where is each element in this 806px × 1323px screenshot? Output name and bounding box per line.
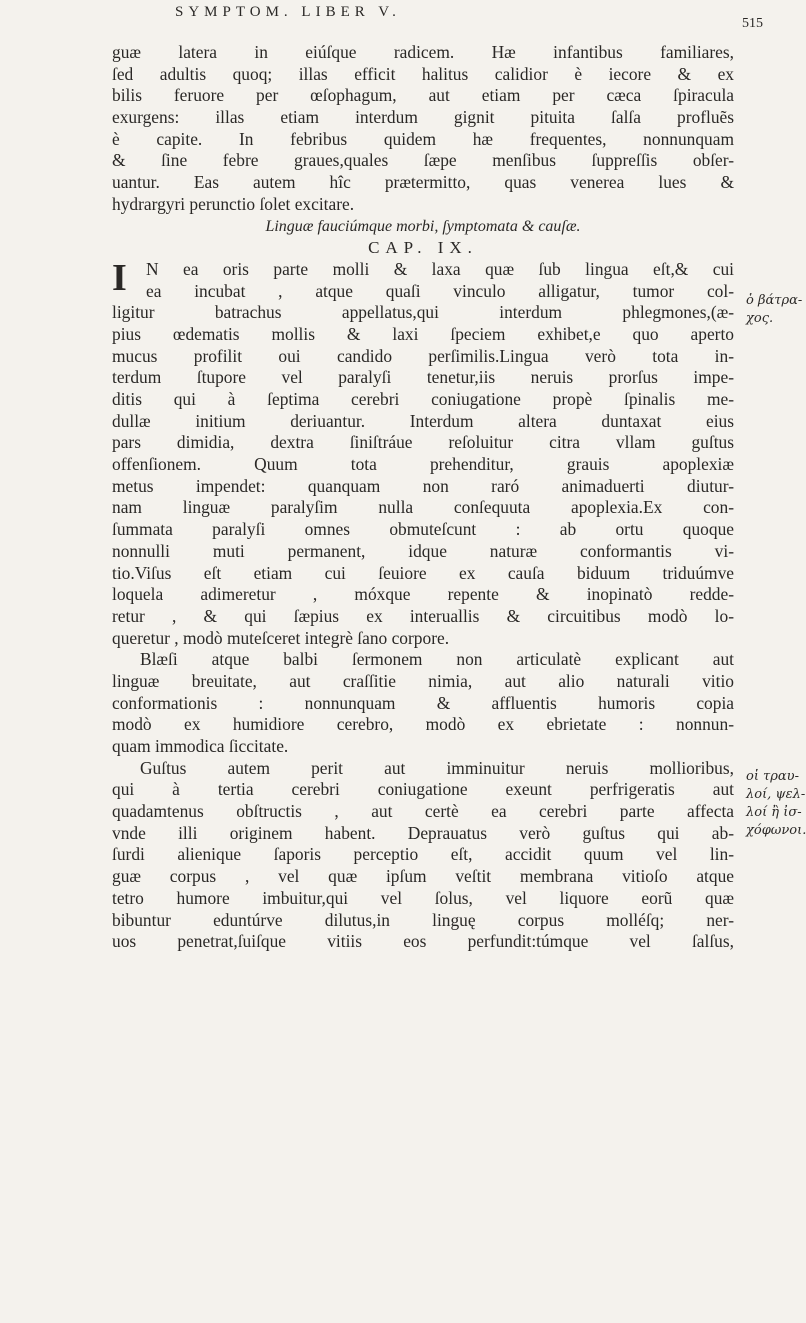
text-line: qui à tertia cerebri coniugatione exeunt perfrigeratis aut bbox=[112, 779, 734, 800]
text-line: queretur , modò muteſceret integrè ſano corpore. bbox=[112, 627, 450, 648]
text-line: Blæſi atque balbi ſermonem non articulatè explicant aut bbox=[140, 649, 734, 670]
text-line: & ſine febre graues,quales ſæpe menſibus ſuppreſſis obſer- bbox=[112, 150, 734, 171]
text-line: pars dimidia, dextra ſiniſtráue reſoluitur citra vllam guſtus bbox=[112, 432, 734, 453]
text-line: uos penetrat,ſuiſque vitiis eos perfundit:túmque vel ſalſus, bbox=[112, 931, 734, 952]
chapter-paragraph bbox=[112, 256, 734, 649]
margin-note-line: λοί ἢ ἰσ- bbox=[746, 805, 802, 820]
text-line: ſurdi alienique ſaporis perceptio eſt, accidit quum vel lin- bbox=[112, 844, 734, 865]
margin-note-line: χόφωνοι. bbox=[746, 823, 806, 838]
text-line: retur , & qui ſæpius ex interuallis & circuitibus modò lo- bbox=[112, 605, 734, 626]
text-line: N ea oris parte molli & laxa quæ ſub lingua eſt,& cui bbox=[146, 258, 734, 279]
running-header bbox=[175, 4, 775, 30]
margin-note-line: ὁ βάτρα- bbox=[746, 293, 803, 308]
body-text bbox=[112, 42, 734, 953]
text-line: pius œdematis mollis & laxi ſpeciem exhibet,e quo aperto bbox=[112, 323, 734, 344]
page-number: 515 bbox=[742, 16, 763, 31]
text-line: ea incubat , atque quaſi vinculo alligatur, tumor col- bbox=[146, 280, 734, 301]
text-line: quam immodica ſiccitate. bbox=[112, 736, 289, 756]
text-line: mucus profilit oui candido perſimilis.Lingua verò tota in- bbox=[112, 345, 734, 366]
text-line: nonnulli muti permanent, idque naturæ conformantis vi- bbox=[112, 540, 734, 561]
chapter-heading: CAP. IX. bbox=[368, 238, 478, 258]
text-line: dullæ initium deriuantur. Interdum altera duntaxat eius bbox=[112, 410, 734, 431]
text-line: linguæ breuitate, aut craſſitie nimia, aut alio naturali vitio bbox=[112, 670, 734, 691]
margin-note-line: οἱ τραυ- bbox=[746, 769, 799, 784]
text-line: guæ latera in eiúſque radicem. Hæ infantibus familiares, bbox=[112, 42, 734, 62]
text-line: guæ corpus , vel quæ ipſum veſtit membrana vitioſo atque bbox=[112, 866, 734, 887]
text-line: terdum ſtupore vel paralyſi tenetur,iis neruis prorſus impe- bbox=[112, 367, 734, 388]
text-line: uantur. Eas autem hîc prætermitto, quas venerea lues & bbox=[112, 172, 734, 193]
text-line: exurgens: illas etiam interdum gignit pituita ſalſa profluẽs bbox=[112, 107, 734, 128]
running-title: SYMPTOM. LIBER V. bbox=[175, 4, 401, 20]
text-line: bibuntur eduntúrve dilutus,in linguę corpus molléſq; ner- bbox=[112, 909, 734, 930]
text-line: ditis qui à ſeptima cerebri coniugatione propè ſpinalis me- bbox=[112, 389, 734, 409]
text-line: tetro humore imbuitur,qui vel ſolus, vel liquore eorũ quæ bbox=[112, 887, 734, 908]
text-line: conformationis : nonnunquam & affluentis humoris copia bbox=[112, 692, 734, 713]
text-line: modò ex humidiore cerebro, modò ex ebrietate : nonnun- bbox=[112, 714, 734, 735]
section-title: Linguæ fauciúmque morbi, ſymptomata & cauſæ. bbox=[265, 217, 581, 235]
text-line: è capite. In febribus quidem hæ frequentes, nonnunquam bbox=[112, 128, 734, 149]
text-line: ligitur batrachus appellatus,qui interdum phlegmones,(æ- bbox=[112, 302, 734, 323]
text-line: Guſtus autem perit aut imminuitur neruis mollioribus, bbox=[140, 757, 734, 778]
margin-note-batrachus bbox=[746, 292, 803, 328]
text-line: ſummata paralyſi omnes obmuteſcunt : ab ortu quoque bbox=[112, 519, 734, 540]
text-line: bilis feruore per œſophagum, aut etiam per cæca ſpiracula bbox=[112, 85, 734, 106]
drop-cap: I bbox=[112, 256, 127, 299]
margin-note-line: χος. bbox=[746, 311, 774, 326]
margin-note-blaesi bbox=[746, 768, 806, 840]
text-line: loquela adimeretur , móxque repente & inopinatò redde- bbox=[112, 584, 734, 605]
text-line: metus impendet: quanquam non raró animaduerti diutur- bbox=[112, 475, 734, 496]
text-line: offenſionem. Quum tota prehenditur, grauis apoplexiæ bbox=[112, 454, 734, 475]
text-line: hydrargyri perunctio ſolet excitare. bbox=[112, 193, 355, 214]
text-line: tio.Viſus eſt etiam cui ſeuiore ex cauſa biduum triduúmve bbox=[112, 562, 734, 583]
margin-note-line: λοί, ψελ- bbox=[746, 787, 806, 802]
text-line: vnde illi originem habent. Deprauatus verò guſtus qui ab- bbox=[112, 822, 734, 843]
text-line: nam linguæ paralyſim nulla conſequuta apoplexia.Ex con- bbox=[112, 497, 734, 518]
text-line: quadamtenus obſtructis , aut certè ea cerebri parte affecta bbox=[112, 801, 734, 822]
text-line: ſed adultis quoq; illas efficit halitus calidior è iecore & ex bbox=[112, 63, 734, 84]
